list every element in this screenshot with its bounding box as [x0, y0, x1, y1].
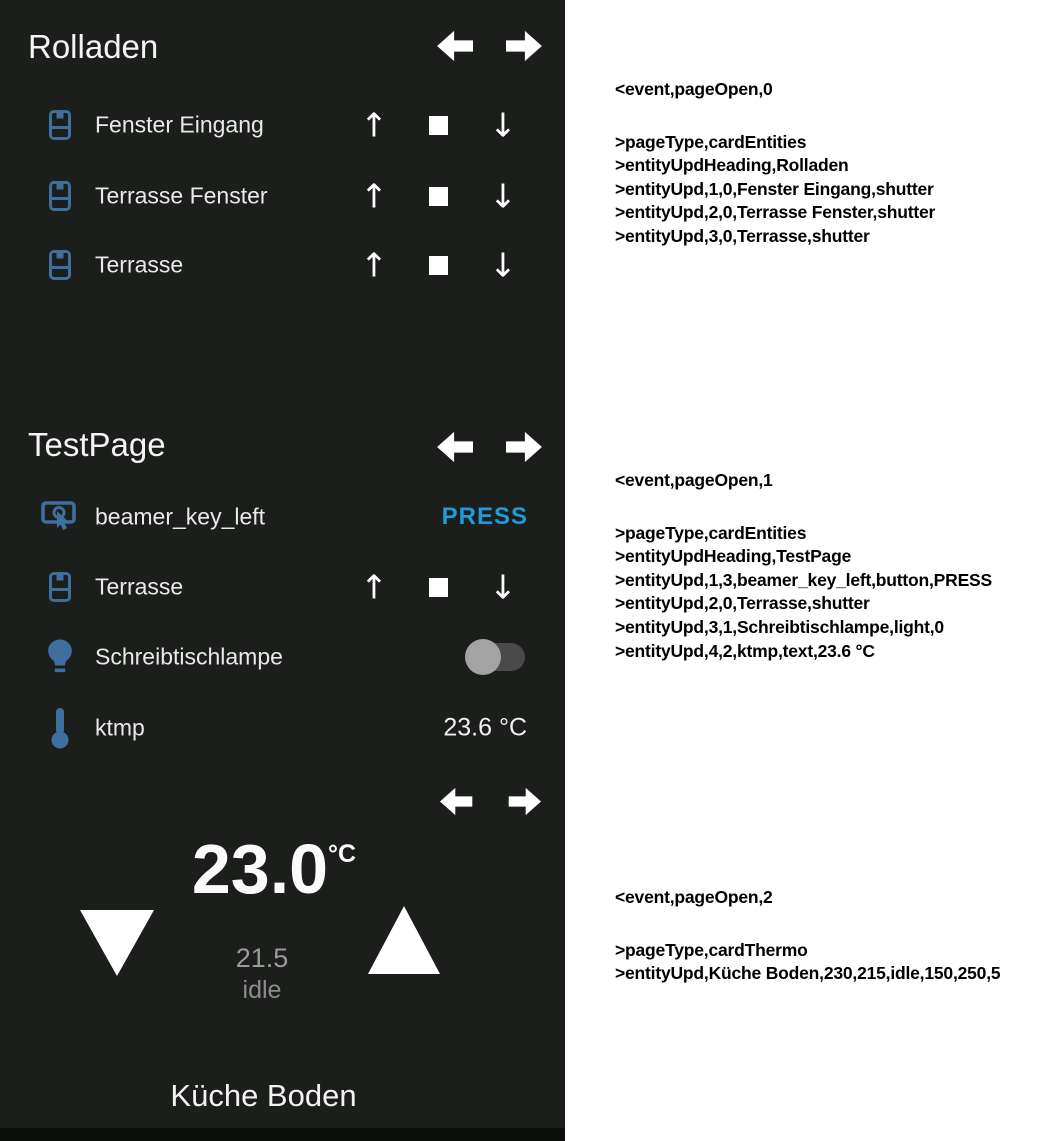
log-line: >entityUpdHeading,TestPage — [615, 546, 852, 567]
log-line: >pageType,cardEntities — [615, 522, 807, 543]
page-prev-button[interactable] — [440, 784, 478, 818]
entity-row — [0, 495, 565, 539]
card-rolladen — [0, 0, 565, 410]
shutter-stop-button[interactable] — [419, 177, 457, 215]
entity-label: Terrasse Fenster — [95, 182, 268, 209]
log-line: >entityUpd,1,0,Fenster Eingang,shutter — [615, 178, 934, 199]
log-event-line: <event,pageOpen,1 — [615, 470, 773, 490]
log-line: >entityUpd,3,1,Schreibtischlampe,light,0 — [615, 616, 944, 637]
gesture-tap-button-icon — [40, 497, 80, 537]
arrow-right-icon — [504, 29, 542, 63]
page-next-button[interactable] — [504, 430, 542, 464]
shutter-down-button[interactable]: ↓ — [481, 180, 525, 213]
entity-label: Terrasse — [95, 251, 184, 278]
log-line: >entityUpd,Küche Boden,230,215,idle,150,250,5 — [615, 963, 1001, 984]
log-line: >entityUpd,1,3,beamer_key_left,button,PRESS — [615, 569, 992, 590]
stop-square-icon — [429, 116, 448, 135]
shutter-stop-button[interactable] — [419, 568, 457, 606]
hvac-state: idle — [242, 976, 282, 1004]
page-nav — [437, 29, 542, 63]
window-shutter-icon — [40, 181, 80, 211]
shutter-up-button[interactable]: ↑ — [352, 249, 396, 282]
log-line: >pageType,cardThermo — [615, 939, 808, 960]
entity-row — [0, 635, 565, 679]
arrow-left-icon — [440, 786, 478, 817]
window-shutter-icon — [40, 250, 80, 280]
entity-label: ktmp — [95, 714, 145, 741]
entity-row — [0, 243, 565, 287]
log-event-line: <event,pageOpen,2 — [615, 887, 773, 907]
log-line: >entityUpd,3,0,Terrasse,shutter — [615, 225, 870, 246]
entity-row — [0, 565, 565, 609]
entity-row — [0, 706, 565, 750]
thermostat-title: Küche Boden — [170, 1078, 357, 1113]
shutter-stop-button[interactable] — [419, 246, 457, 284]
entity-row — [0, 103, 565, 147]
light-toggle-switch[interactable] — [469, 643, 525, 671]
window-shutter-icon — [40, 110, 80, 140]
log-block-page0 — [615, 78, 935, 249]
page-nav — [440, 784, 545, 818]
current-temperature: 23.0 — [191, 830, 329, 908]
thermometer-icon — [40, 706, 80, 750]
shutter-down-button[interactable]: ↓ — [481, 571, 525, 604]
page-nav — [437, 430, 542, 464]
log-line: >entityUpd,2,0,Terrasse,shutter — [615, 593, 870, 614]
page-prev-button[interactable] — [437, 430, 475, 464]
entity-label: Schreibtischlampe — [95, 643, 283, 670]
page-title: TestPage — [28, 426, 166, 463]
stop-square-icon — [429, 187, 448, 206]
entity-row — [0, 174, 565, 218]
panel-bottom-strip — [0, 1128, 565, 1141]
stop-square-icon — [429, 578, 448, 597]
shutter-up-button[interactable]: ↑ — [352, 571, 396, 604]
shutter-up-button[interactable]: ↑ — [352, 109, 396, 142]
log-line: >entityUpdHeading,Rolladen — [615, 155, 849, 176]
arrow-left-icon — [437, 29, 475, 63]
card-thermostat — [0, 760, 565, 1128]
page-title: Rolladen — [28, 28, 159, 65]
page-next-button[interactable] — [504, 29, 542, 63]
press-button[interactable]: PRESS — [441, 503, 528, 530]
lightbulb-icon — [40, 638, 80, 676]
temperature-unit: °C — [328, 840, 357, 868]
entity-label: Terrasse — [95, 573, 184, 600]
shutter-stop-button[interactable] — [419, 106, 457, 144]
shutter-up-button[interactable]: ↑ — [352, 180, 396, 213]
arrow-right-icon — [507, 786, 545, 817]
log-event-line: <event,pageOpen,0 — [615, 79, 773, 99]
log-line: >entityUpd,2,0,Terrasse Fenster,shutter — [615, 202, 936, 223]
log-block-page1 — [615, 469, 992, 663]
entity-label: Fenster Eingang — [95, 111, 264, 138]
arrow-left-icon — [437, 430, 475, 464]
protocol-log — [565, 0, 1045, 1141]
toggle-knob — [465, 639, 501, 675]
shutter-down-button[interactable]: ↓ — [481, 249, 525, 282]
shutter-down-button[interactable]: ↓ — [481, 109, 525, 142]
log-line: >pageType,cardEntities — [615, 131, 807, 152]
log-line: >entityUpd,4,2,ktmp,text,23.6 °C — [615, 640, 875, 661]
card-testpage — [0, 410, 565, 760]
arrow-right-icon — [504, 430, 542, 464]
entity-label: beamer_key_left — [95, 503, 266, 530]
stop-square-icon — [429, 256, 448, 275]
log-block-page2 — [615, 886, 1000, 986]
window-shutter-icon — [40, 572, 80, 602]
page-next-button[interactable] — [507, 784, 545, 818]
temperature-value: 23.6 °C — [443, 713, 527, 742]
setpoint-temperature: 21.5 — [235, 943, 289, 973]
page-prev-button[interactable] — [437, 29, 475, 63]
